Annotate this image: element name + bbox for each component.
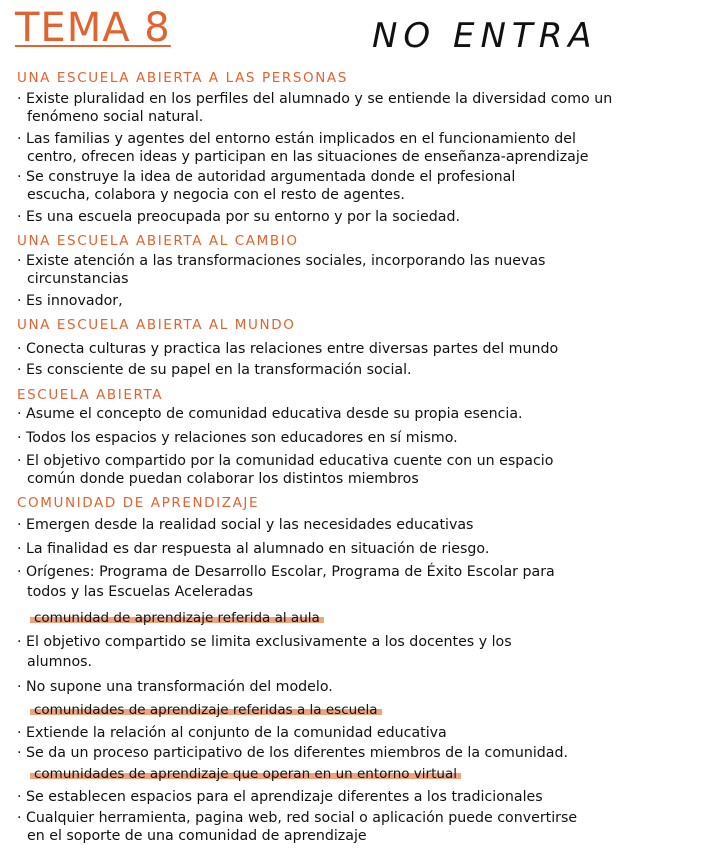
highlighted-subheading: comunidades de aprendizaje que operan en un entorno virtual <box>30 766 461 782</box>
bullet-line: · Cualquier herramienta, pagina web, red social o aplicación puede convertirse <box>17 810 578 826</box>
bullet-line: · Se da un proceso participativo de los diferentes miembros de la comunidad. <box>17 745 568 761</box>
bullet-line: · Existe pluralidad en los perfiles del alumnado y se entiende la diversidad como un <box>17 91 613 107</box>
bullet-line: · Asume el concepto de comunidad educativa desde su propia esencia. <box>17 406 523 422</box>
bullet-line: · No supone una transformación del modelo. <box>17 679 333 695</box>
section-heading: UNA ESCUELA ABIERTA A LAS PERSONAS <box>17 70 348 86</box>
bullet-line: centro, ofrecen ideas y participan en las situaciones de enseñanza-aprendizaje <box>27 149 589 165</box>
bullet-line: · Se construye la idea de autoridad argumentada donde el profesional <box>17 169 516 185</box>
bullet-line: alumnos. <box>27 654 93 670</box>
bullet-line: · Es consciente de su papel en la transformación social. <box>17 362 412 378</box>
bullet-line: · Existe atención a las transformaciones sociales, incorporando las nuevas <box>17 253 546 269</box>
section-heading: UNA ESCUELA ABIERTA AL MUNDO <box>17 317 296 333</box>
bullet-line: · Orígenes: Programa de Desarrollo Escolar, Programa de Éxito Escolar para <box>17 564 555 580</box>
bullet-line: · Es una escuela preocupada por su entorno y por la sociedad. <box>17 209 460 225</box>
bullet-line: · Es innovador, <box>17 293 123 309</box>
bullet-line: · Se establecen espacios para el aprendizaje diferentes a los tradicionales <box>17 789 543 805</box>
bullet-line: todos y las Escuelas Aceleradas <box>27 584 253 600</box>
bullet-line: circunstancias <box>27 271 129 287</box>
highlighted-subheading: comunidad de aprendizaje referida al aula <box>30 610 324 626</box>
highlighted-subheading: comunidades de aprendizaje referidas a la escuela <box>30 702 382 718</box>
bullet-line: escucha, colabora y negocia con el resto de agentes. <box>27 187 405 203</box>
bullet-line: · La finalidad es dar respuesta al alumnado en situación de riesgo. <box>17 541 490 557</box>
no-entra-note: NO ENTRA <box>372 16 598 56</box>
section-heading: UNA ESCUELA ABIERTA AL CAMBIO <box>17 233 299 249</box>
bullet-line: · Todos los espacios y relaciones son educadores en sí mismo. <box>17 430 458 446</box>
section-heading: COMUNIDAD DE APRENDIZAJE <box>17 495 260 511</box>
bullet-line: fenómeno social natural. <box>27 109 204 125</box>
bullet-line: en el soporte de una comunidad de aprendizaje <box>27 828 367 844</box>
bullet-line: · Emergen desde la realidad social y las necesidades educativas <box>17 517 474 533</box>
bullet-line: · Conecta culturas y practica las relaciones entre diversas partes del mundo <box>17 341 559 357</box>
bullet-line: común donde puedan colaborar los distintos miembros <box>27 471 419 487</box>
bullet-line: · El objetivo compartido se limita exclusivamente a los docentes y los <box>17 634 512 650</box>
bullet-line: · Extiende la relación al conjunto de la comunidad educativa <box>17 725 447 741</box>
section-heading: ESCUELA ABIERTA <box>17 387 164 403</box>
bullet-line: · Las familias y agentes del entorno están implicados en el funcionamiento del <box>17 131 576 147</box>
page-title: TEMA 8 <box>15 5 171 51</box>
bullet-line: · El objetivo compartido por la comunidad educativa cuente con un espacio <box>17 453 554 469</box>
